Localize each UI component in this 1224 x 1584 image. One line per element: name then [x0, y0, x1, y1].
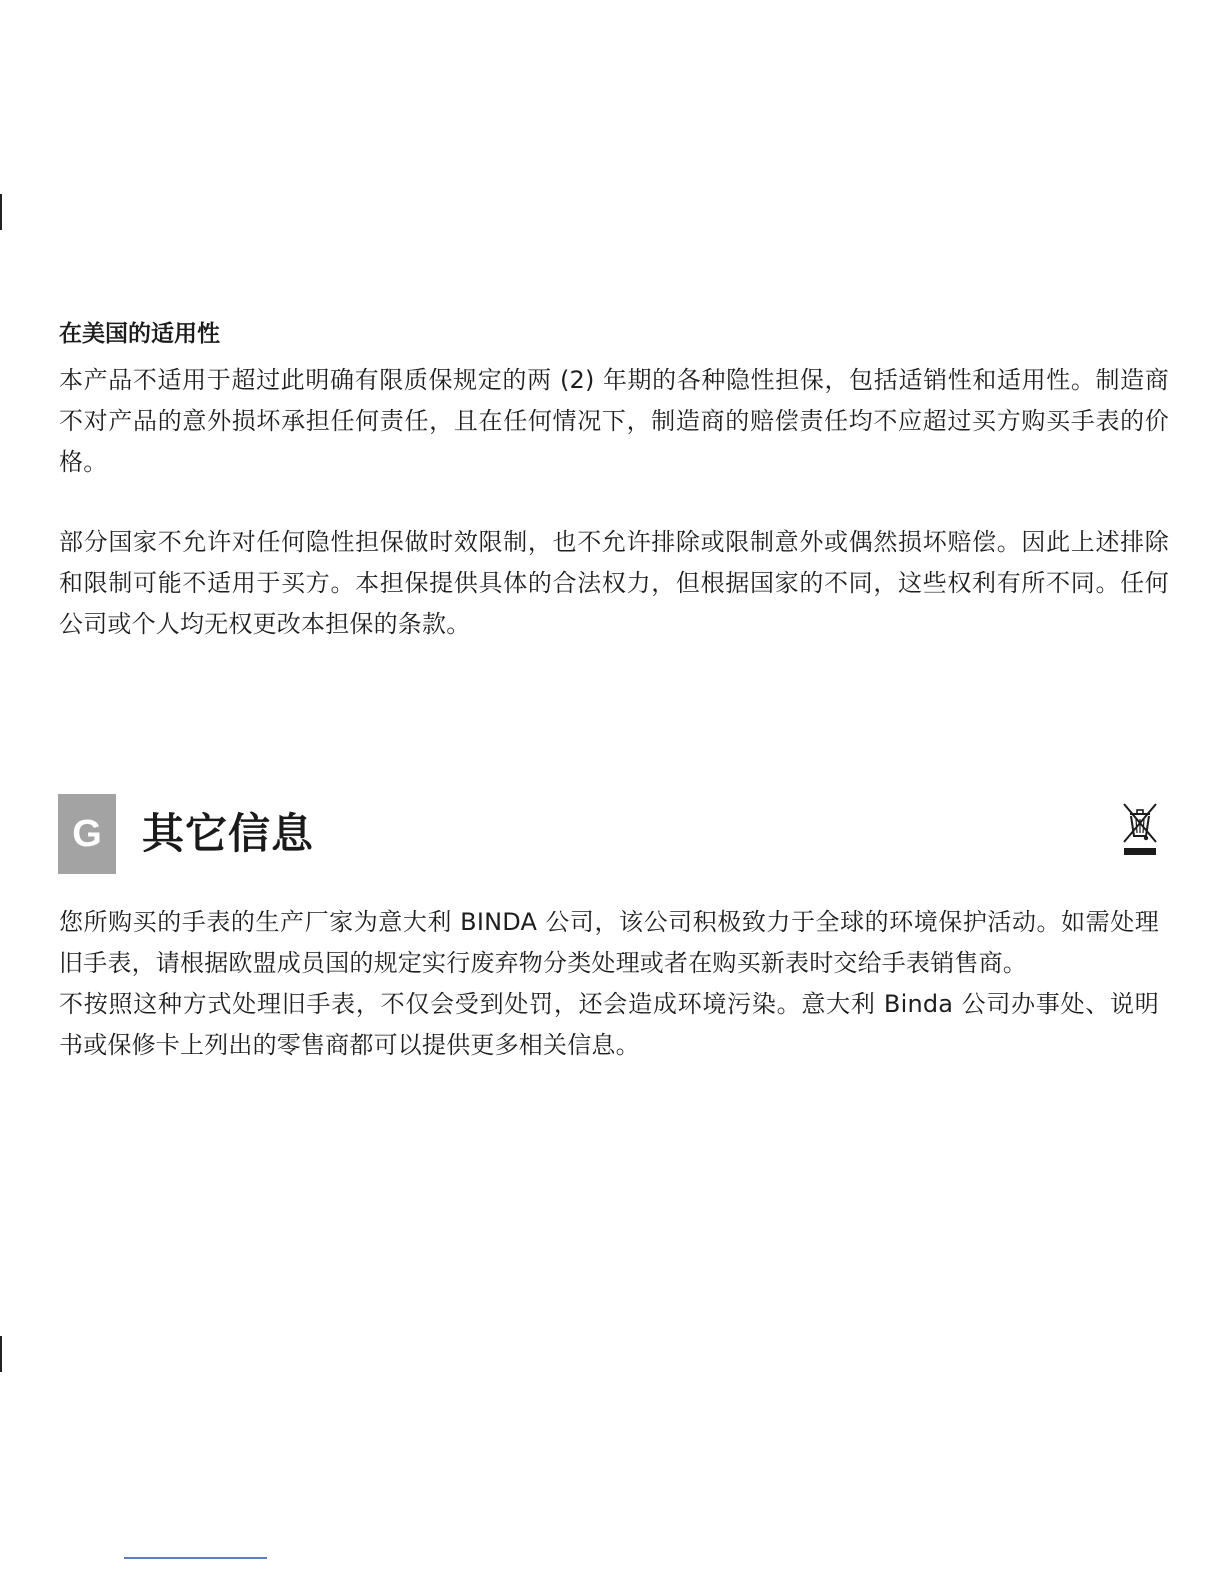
footer-rule	[124, 1557, 267, 1559]
section-letter-badge: G	[58, 794, 116, 874]
us-applicability-heading: 在美国的适用性	[59, 321, 220, 347]
us-paragraph-1: 本产品不适用于超过此明确有限质保规定的两 (2) 年期的各种隐性担保，包括适销性和适用性。制造商不对产品的意外损坏承担任何责任，且在任何情况下，制造商的赔偿责任均不应超过买方购买手表的价格。	[59, 366, 1169, 476]
crop-mark-bottom	[0, 1336, 2, 1372]
other-information-body	[59, 902, 1159, 1066]
crossed-out-wheelie-bin-icon	[1122, 802, 1158, 858]
other-info-paragraph-2: 不按照这种方式处理旧手表，不仅会受到处罚，还会造成环境污染。意大利 Binda 公司办事处、说明书或保修卡上列出的零售商都可以提供更多相关信息。	[59, 990, 1159, 1059]
section-title: 其它信息	[142, 809, 315, 858]
us-paragraph-2: 部分国家不允许对任何隐性担保做时效限制，也不允许排除或限制意外或偶然损坏赔偿。因此上述排除和限制可能不适用于买方。本担保提供具体的合法权力，但根据国家的不同，这些权利有所不同。任何公司或个人均无权更改本担保的条款。	[59, 528, 1169, 638]
section-g-header	[58, 794, 1164, 874]
other-info-paragraph-1: 您所购买的手表的生产厂家为意大利 BINDA 公司，该公司积极致力于全球的环境保护活动。如需处理旧手表，请根据欧盟成员国的规定实行废弃物分类处理或者在购买新表时交给手表销售商。	[59, 908, 1159, 977]
us-applicability-section	[59, 318, 1169, 645]
crop-mark-top	[0, 194, 2, 230]
